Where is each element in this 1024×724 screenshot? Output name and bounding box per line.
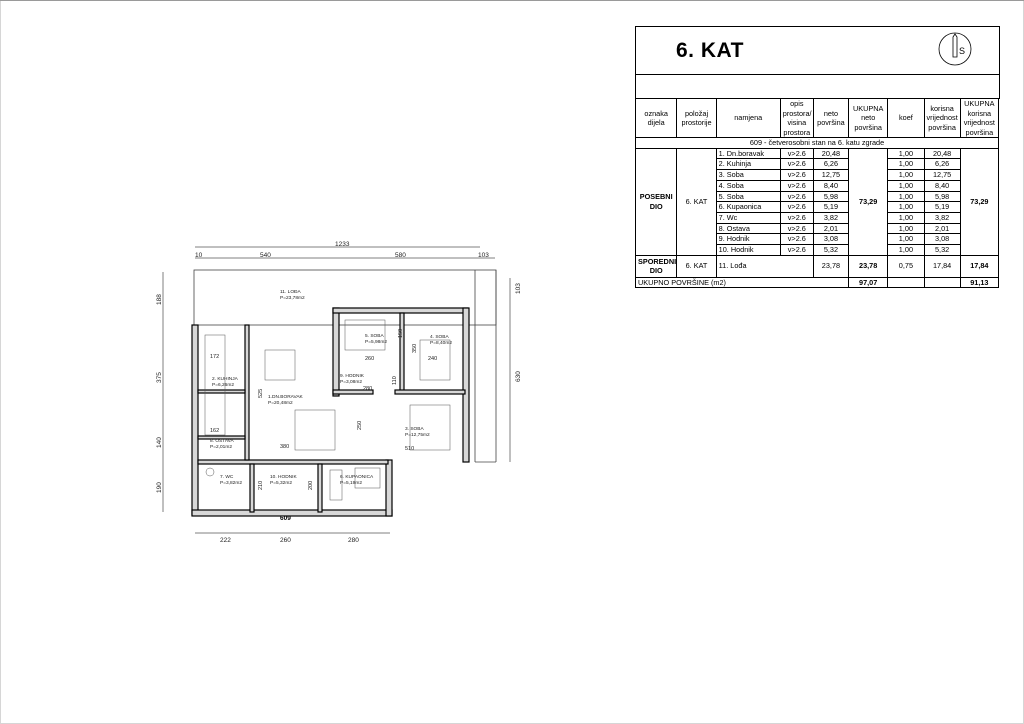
room-useful: 20,48	[924, 148, 960, 159]
room-useful: 12,75	[924, 170, 960, 181]
room-net: 8,40	[813, 180, 848, 191]
room-name: 6. Kupaonica	[716, 202, 780, 213]
room-net: 2,01	[813, 223, 848, 234]
total-net: 97,07	[849, 277, 888, 288]
room-label: 9. HODNIK	[340, 374, 364, 379]
room-name: 11. Lođa	[716, 255, 813, 277]
apartment-title: 609 - četverosobni stan na 6. katu zgrade	[636, 138, 999, 149]
header-cell: oznaka dijela	[636, 99, 677, 138]
north-arrow-icon	[937, 31, 973, 67]
room-area: P=8,40m2	[430, 341, 453, 346]
inner-dim: 110	[392, 376, 398, 385]
room-height: v>2.6	[780, 212, 813, 223]
room-height: v>2.6	[780, 159, 813, 170]
group-total-net: 23,78	[849, 255, 888, 277]
room-coef: 1,00	[888, 148, 924, 159]
dim-label: 188	[156, 294, 163, 305]
total-label: UKUPNO POVRŠINE (m2)	[636, 277, 849, 288]
header-cell: korisna vrijednost površina	[924, 99, 960, 138]
room-useful: 5,98	[924, 191, 960, 202]
room-label: 5. SOBA	[365, 334, 384, 339]
room-height: v>2.6	[780, 191, 813, 202]
inner-dim: 350	[412, 343, 418, 353]
position-cell: 6. KAT	[677, 255, 716, 277]
room-height: v>2.6	[780, 180, 813, 191]
apartment-title-row	[636, 138, 999, 149]
room-area: P=3,08m2	[340, 380, 363, 385]
room-label: 4. SOBA	[430, 335, 449, 340]
room-area: P=5,32m2	[270, 481, 293, 486]
inner-dim: 525	[258, 388, 264, 398]
room-name: 2. Kuhinja	[716, 159, 780, 170]
room-coef: 1,00	[888, 212, 924, 223]
room-name: 9. Hodnik	[716, 234, 780, 245]
total-useful: 91,13	[960, 277, 998, 288]
inner-dim: 510	[405, 446, 415, 452]
room-height: v>2.6	[780, 170, 813, 181]
room-label: 2. KUHINJA	[212, 377, 238, 382]
room-coef: 1,00	[888, 245, 924, 256]
room-useful: 3,08	[924, 234, 960, 245]
room-useful: 5,32	[924, 245, 960, 256]
room-area: P=23,78m2	[280, 296, 305, 301]
inner-dim: 280	[363, 386, 373, 392]
dim-label: 260	[280, 537, 291, 544]
room-net: 20,48	[813, 148, 848, 159]
room-height: v>2.6	[780, 148, 813, 159]
room-net: 5,32	[813, 245, 848, 256]
dim-label: 103	[515, 283, 522, 294]
title-block	[635, 26, 1000, 75]
room-area: P=12,75m2	[405, 433, 430, 438]
inner-dim: 380	[280, 444, 290, 450]
header-cell: koef	[888, 99, 924, 138]
room-area: P=2,01m2	[210, 445, 233, 450]
table-row	[636, 148, 999, 159]
room-name: 7. Wc	[716, 212, 780, 223]
room-useful: 5,19	[924, 202, 960, 213]
room-height: v>2.6	[780, 234, 813, 245]
room-name: 10. Hodnik	[716, 245, 780, 256]
room-label: 10. HODNIK	[270, 475, 297, 480]
table-row	[636, 255, 999, 277]
empty-cell	[924, 277, 960, 288]
inner-dim: 250	[357, 420, 363, 430]
dim-label: 103	[478, 252, 489, 259]
room-height: v>2.6	[780, 223, 813, 234]
room-area: P=6,26m2	[212, 383, 235, 388]
inner-dim: 200	[308, 480, 314, 490]
dim-label: 280	[348, 537, 359, 544]
room-area: P=3,82m2	[220, 481, 243, 486]
room-coef: 1,00	[888, 191, 924, 202]
dim-label: 580	[395, 252, 406, 259]
room-label: 1.DN.BORAVAK	[268, 395, 303, 400]
title-spacer	[635, 74, 1000, 99]
room-height: v>2.6	[780, 245, 813, 256]
group-total-useful: 17,84	[960, 255, 998, 277]
group-total-net: 73,29	[849, 148, 888, 255]
page-top-rule	[0, 0, 1024, 1]
room-name: 5. Soba	[716, 191, 780, 202]
inner-dim: 150	[398, 328, 404, 338]
room-name: 3. Soba	[716, 170, 780, 181]
room-net: 5,98	[813, 191, 848, 202]
room-label: 11. LOĐA	[280, 290, 301, 295]
room-coef: 0,75	[888, 255, 924, 277]
dim-label: 375	[156, 372, 163, 383]
room-coef: 1,00	[888, 159, 924, 170]
header-cell: UKUPNA neto površina	[849, 99, 888, 138]
dim-label: 540	[260, 252, 271, 259]
empty-cell	[888, 277, 924, 288]
room-area: P=5,19m2	[340, 481, 363, 486]
header-cell: položaj prostorije	[677, 99, 716, 138]
part-label: POSEBNI DIO	[636, 148, 677, 255]
dim-label: 1233	[335, 241, 350, 248]
room-net: 3,82	[813, 212, 848, 223]
room-useful: 17,84	[924, 255, 960, 277]
room-area: P=20,48m2	[268, 401, 293, 406]
inner-dim: 162	[210, 428, 220, 434]
north-label: S	[958, 46, 966, 56]
dim-label: 190	[156, 482, 163, 493]
room-coef: 1,00	[888, 223, 924, 234]
dim-label: 630	[515, 371, 522, 382]
room-coef: 1,00	[888, 170, 924, 181]
room-label: 7. WC	[220, 475, 234, 480]
dim-label: 10	[195, 252, 203, 259]
room-name: 8. Ostava	[716, 223, 780, 234]
part-label: SPOREDNI DIO	[636, 255, 677, 277]
inner-dim: 260	[365, 356, 375, 362]
room-label: 6. KUPAONICA	[340, 475, 374, 480]
group-total-useful: 73,29	[960, 148, 998, 255]
room-net: 6,26	[813, 159, 848, 170]
room-net: 23,78	[813, 255, 848, 277]
room-useful: 6,26	[924, 159, 960, 170]
room-label: 3. SOBA	[405, 427, 424, 432]
inner-dim: 172	[210, 354, 220, 360]
header-cell: UKUPNA korisna vrijednost površina	[960, 99, 998, 138]
room-label: 8. OSTAVA	[210, 439, 234, 444]
room-height: v>2.6	[780, 202, 813, 213]
inner-dim: 240	[428, 356, 438, 362]
room-useful: 2,01	[924, 223, 960, 234]
room-name: 1. Dn.boravak	[716, 148, 780, 159]
floor-plan	[150, 240, 530, 545]
area-table	[635, 98, 999, 288]
header-cell: neto površina	[813, 99, 848, 138]
dim-label: 140	[156, 437, 163, 448]
room-useful: 3,82	[924, 212, 960, 223]
header-cell: opis prostora/ visina prostora	[780, 99, 813, 138]
dim-label: 222	[220, 537, 231, 544]
apartment-number: 609	[280, 515, 291, 522]
total-row	[636, 277, 999, 288]
position-cell: 6. KAT	[677, 148, 716, 255]
room-coef: 1,00	[888, 234, 924, 245]
room-area: P=5,98m2	[365, 340, 388, 345]
room-coef: 1,00	[888, 180, 924, 191]
room-net: 3,08	[813, 234, 848, 245]
floor-title: 6. KAT	[676, 39, 744, 62]
header-cell: namjena	[716, 99, 780, 138]
room-useful: 8,40	[924, 180, 960, 191]
table-header-row	[636, 99, 999, 138]
room-coef: 1,00	[888, 202, 924, 213]
room-net: 12,75	[813, 170, 848, 181]
inner-dim: 210	[258, 480, 264, 490]
room-net: 5,19	[813, 202, 848, 213]
room-name: 4. Soba	[716, 180, 780, 191]
